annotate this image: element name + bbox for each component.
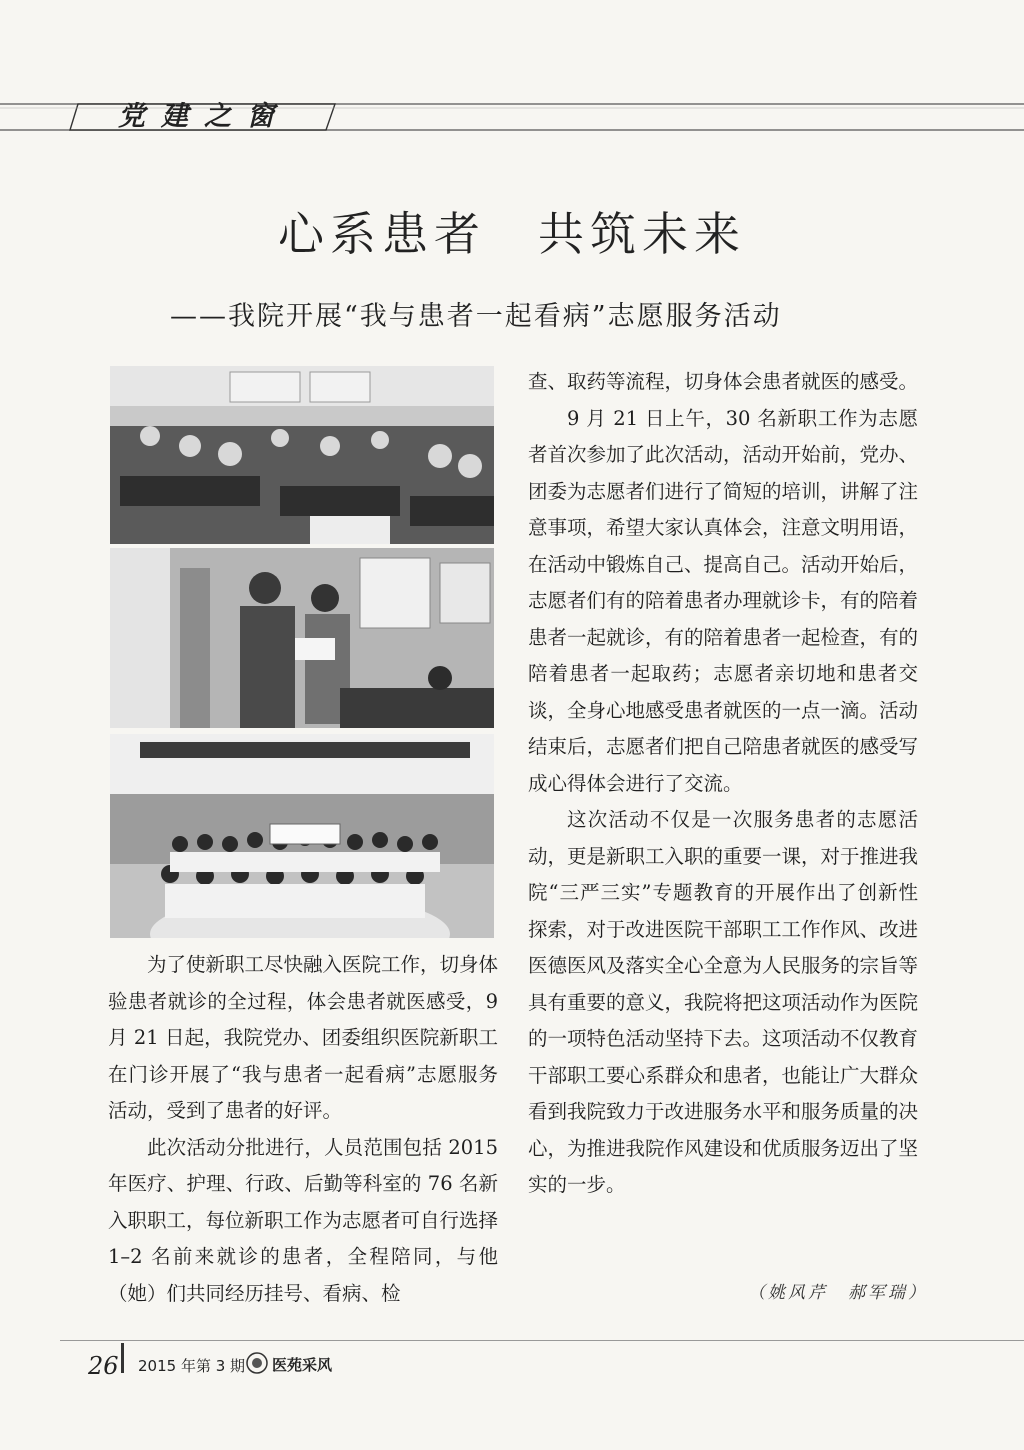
photo-group-volunteers	[110, 734, 494, 938]
magazine-name: 医苑采风	[272, 1356, 333, 1374]
article-title: 心系患者 共筑未来	[278, 207, 746, 261]
paragraph: 这次活动不仅是一次服务患者的志愿活动，更是新职工入职的重要一课，对于推进我院“三严三实”专题教育的开展作出了创新性探索，对于改进医院干部职工工作作风、改进医德医风及落实全心全意为人民服务的宗旨等具有重要的意义，我院将把这项活动作为医院的一项特色活动坚持下去。这项活动不仅教育干部职工要心系群众和患者，也能让广大群众看到我院致力于改进服务水平和服务质量的决心，为推进我院作风建设和优质服务迈出了坚实的一步。	[528, 808, 919, 1196]
footer-divider	[121, 1343, 124, 1373]
photo-training-meeting	[110, 366, 494, 544]
author-byline: （姚风芹 郝军瑞）	[748, 1283, 928, 1303]
left-column	[108, 947, 498, 1312]
issue-label: 2015 年第 3 期	[138, 1357, 246, 1375]
section-title: 党建之窗	[118, 101, 290, 132]
footer-rule	[60, 1340, 1024, 1341]
article-subtitle: ——我院开展“我与患者一起看病”志愿服务活动	[170, 301, 782, 332]
right-column	[528, 364, 918, 1204]
paragraph: 此次活动分批进行，人员范围包括 2015 年医疗、护理、行政、后勤等科室的 76 名新入职职工，每位新职工作为志愿者可自行选择 1–2 名前来就诊的患者，全程陪同，与他（她）们共同经历挂号、看病、检	[108, 1135, 499, 1305]
photo-volunteer-with-patient	[110, 548, 494, 728]
paragraph: 为了使新职工尽快融入医院工作，切身体验患者就诊的全过程，体会患者就医感受，9 月 21 日起，我院党办、团委组织医院新职工在门诊开展了“我与患者一起看病”志愿服务活动，受到了患者的好评。	[108, 953, 499, 1122]
page-number: 26	[88, 1352, 119, 1380]
paragraph: 9 月 21 日上午，30 名新职工作为志愿者首次参加了此次活动，活动开始前，党办、团委为志愿者们进行了简短的培训，讲解了注意事项，希望大家认真体会，注意文明用语，在活动中锻炼自己、提高自己。活动开始后，志愿者们有的陪着患者办理就诊卡，有的陪着患者一起就诊，有的陪着患者一起检查，有的陪着患者一起取药；志愿者亲切地和患者交谈，全身心地感受患者就医的一点一滴。活动结束后，志愿者们把自己陪患者就医的感受写成心得体会进行了交流。	[528, 406, 919, 795]
paragraph: 查、取药等流程，切身体会患者就医的感受。	[528, 370, 919, 393]
magazine-logo-icon	[246, 1352, 268, 1374]
